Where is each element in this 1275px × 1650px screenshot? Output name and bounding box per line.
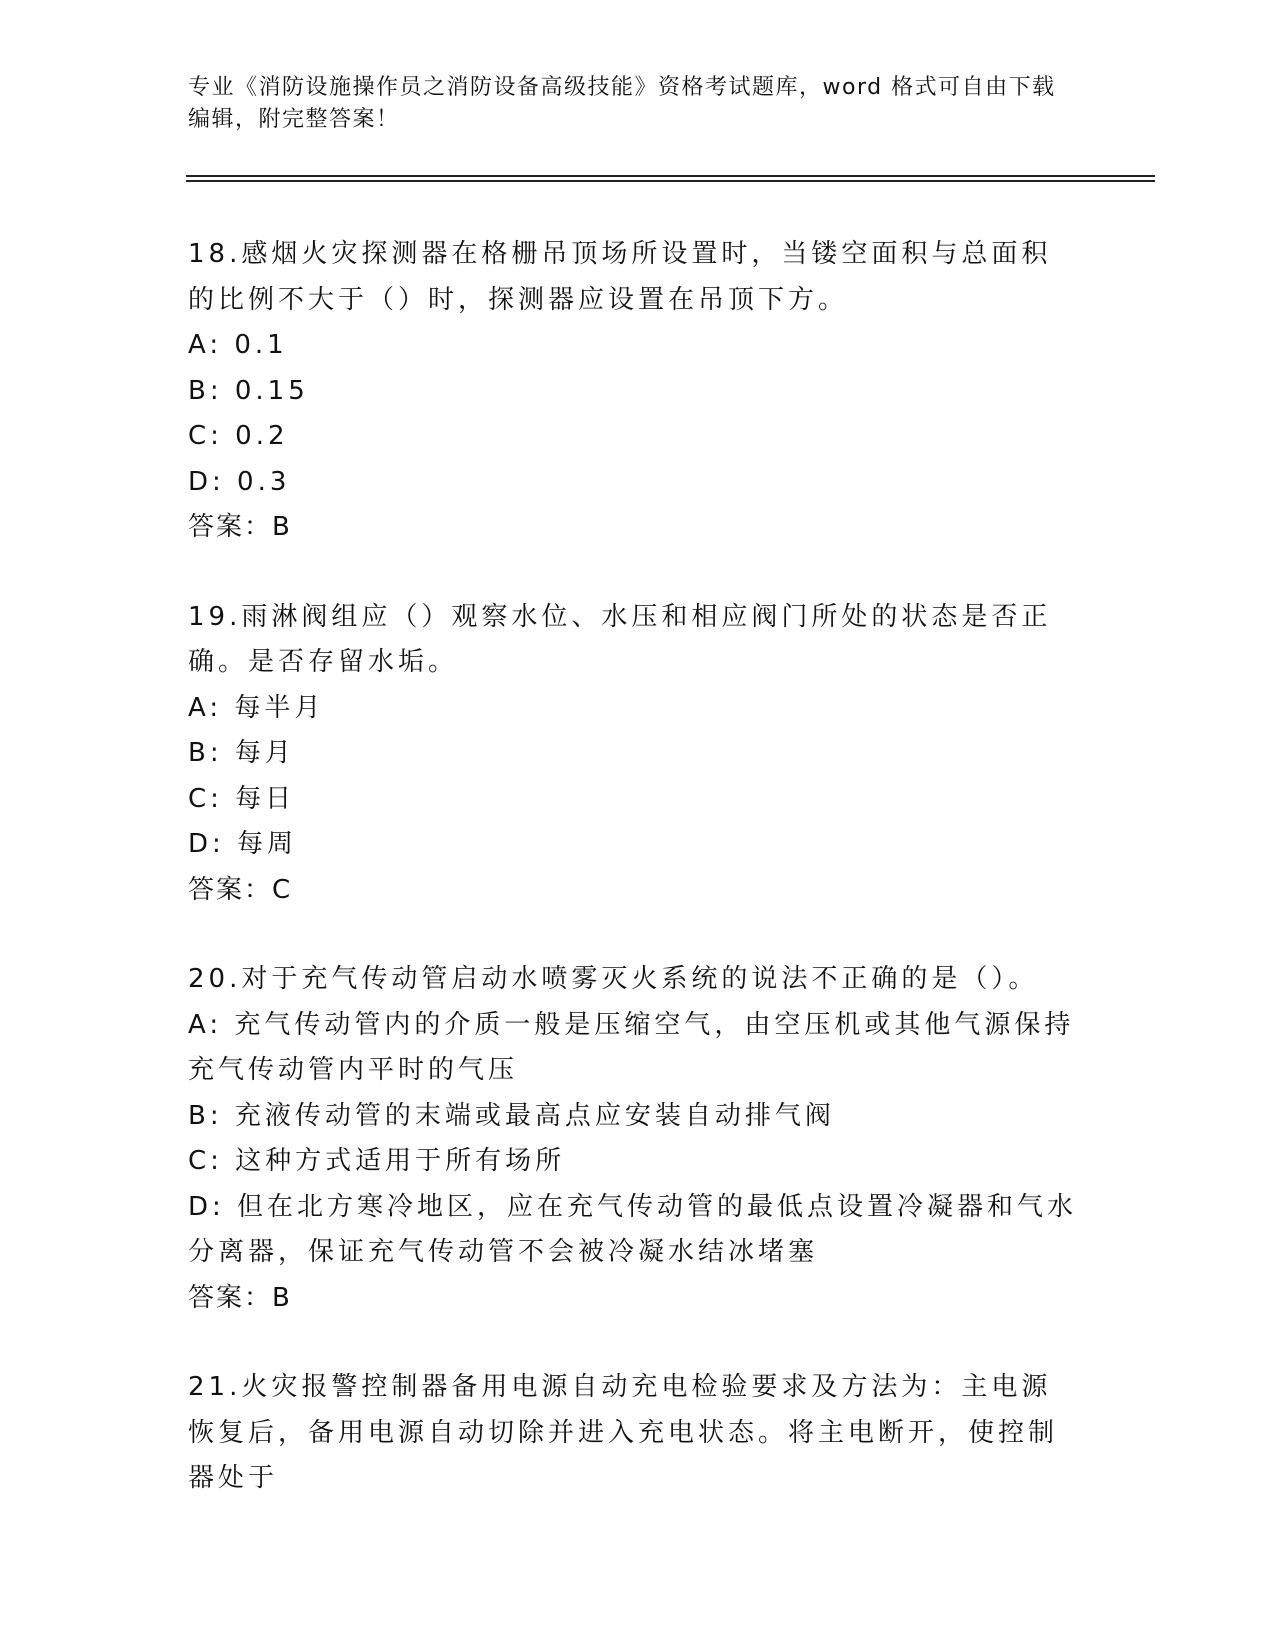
option-a: A: 0.1 — [188, 330, 288, 360]
question-19 — [188, 595, 1078, 914]
option-c: C: 0.2 — [188, 421, 289, 451]
question-text: 18.感烟火灾探测器在格栅吊顶场所设置时，当镂空面积与总面积的比例不大于（）时，探测器应设置在吊顶下方。 — [188, 239, 1052, 315]
option-b: B: 每月 — [188, 738, 295, 768]
option-d: D: 但在北方寒冷地区，应在充气传动管的最低点设置冷凝器和气水分离器，保证充气传动管不会被冷凝水结冰堵塞 — [188, 1191, 1078, 1267]
question-text: 19.雨淋阀组应（）观察水位、水压和相应阀门所处的状态是否正确。是否存留水垢。 — [188, 601, 1052, 677]
option-c: C: 这种方式适用于所有场所 — [188, 1146, 566, 1176]
option-d: D: 0.3 — [188, 466, 291, 497]
question-20 — [188, 957, 1078, 1321]
answer: 答案：B — [188, 512, 292, 542]
question-text: 20.对于充气传动管启动水喷雾灭火系统的说法不正确的是（）。 — [188, 964, 1039, 994]
option-b: B: 充液传动管的末端或最高点应安装自动排气阀 — [188, 1100, 835, 1131]
header-divider — [186, 175, 1155, 182]
answer: 答案：B — [188, 1282, 292, 1313]
question-list — [188, 232, 1078, 1546]
option-a: A: 每半月 — [188, 692, 325, 723]
document-header: 专业《消防设施操作员之消防设备高级技能》资格考试题库，word 格式可自由下载编辑，附完整答案！ — [188, 75, 1056, 132]
question-text: 21.火灾报警控制器备用电源自动充电检验要求及方法为：主电源恢复后，备用电源自动切除并进入充电状态。将主电断开，使控制器处于 — [188, 1372, 1059, 1493]
question-21 — [188, 1365, 1078, 1502]
option-b: B: 0.15 — [188, 375, 309, 406]
question-18 — [188, 232, 1078, 551]
answer: 答案：C — [188, 874, 293, 905]
option-c: C: 每日 — [188, 783, 296, 814]
option-d: D: 每周 — [188, 829, 298, 859]
option-a: A: 充气传动管内的介质一般是压缩空气，由空压机或其他气源保持充气传动管内平时的气压 — [188, 1009, 1075, 1085]
